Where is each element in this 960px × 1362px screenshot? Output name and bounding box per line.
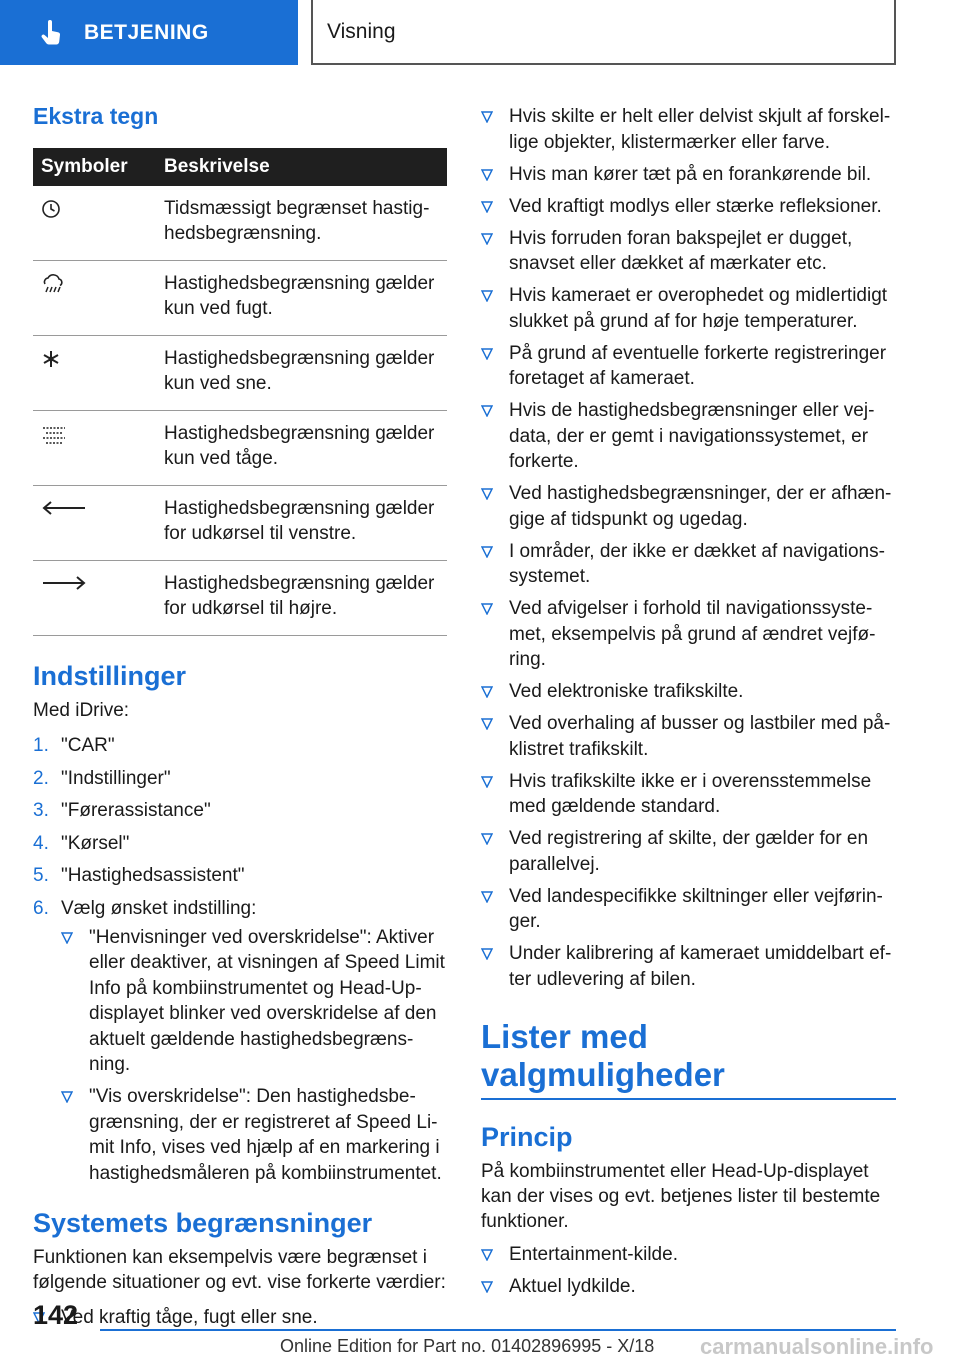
list-item: [33, 798, 447, 823]
list-item: [33, 733, 447, 758]
step-number: 2.: [33, 767, 49, 789]
list-item: [481, 1242, 896, 1268]
step-number: 1.: [33, 735, 49, 756]
limit-item-text: Hvis kameraet er overophedet og midlertidigt slukket på grund af for høje temperaturer.: [509, 285, 888, 332]
section-tab: [0, 0, 298, 65]
triangle-bullet-icon: [61, 932, 73, 944]
table-row: [33, 411, 447, 486]
triangle-bullet-icon: [481, 603, 493, 615]
list-item: [481, 596, 896, 673]
triangle-bullet-icon: [481, 201, 493, 213]
list-item: [481, 826, 896, 877]
list-item: [33, 863, 447, 888]
list-item: [481, 481, 896, 532]
list-item: [33, 831, 447, 856]
triangle-bullet-icon: [481, 833, 493, 845]
lists-item-text: Aktuel lydkilde.: [509, 1276, 636, 1297]
list-item: [481, 162, 896, 188]
limit-item-text: Hvis trafikskilte ikke er i overensstemmelse med gældende standard.: [509, 770, 872, 817]
triangle-bullet-icon: [481, 405, 493, 417]
list-item: [481, 226, 896, 277]
settings-sub-list: [61, 925, 447, 1187]
principle-title: Princip: [481, 1122, 573, 1152]
watermark: carmanualsonline.info: [700, 1334, 934, 1359]
snowflake-icon: [41, 349, 61, 369]
right-column: [481, 104, 896, 1306]
triangle-bullet-icon: [61, 1091, 73, 1103]
table-header-description: Beskrivelse: [156, 148, 447, 186]
list-item: [481, 341, 896, 392]
limits-left-list: [33, 1305, 447, 1331]
triangle-bullet-icon: [481, 111, 493, 123]
list-item: [61, 1084, 447, 1186]
arrow-right-icon: [41, 574, 87, 592]
table-row: [33, 336, 447, 411]
limit-item-text: Ved overhaling af busser og lastbiler med på-klistret trafikskilt.: [509, 713, 891, 760]
list-item: [33, 896, 447, 921]
limit-item-text: I områder, der ikke er dækket af navigations-systemet.: [509, 540, 885, 587]
table-row: [33, 561, 447, 636]
list-item: [481, 283, 896, 334]
limit-item-text: Ved elektroniske trafikskilte.: [509, 681, 744, 702]
limit-item-text: Ved hastighedsbegrænsninger, der er afhæn-gige af tidspunkt og ugedag.: [509, 483, 892, 530]
limit-item-text: Hvis forruden foran bakspejlet er dugget, snavset eller dækket af mærkater etc.: [509, 227, 853, 274]
list-item: [481, 941, 896, 992]
limit-item-text: Ved landespecifikke skiltninger eller vejførin-ger.: [509, 885, 883, 932]
lists-items: [481, 1242, 896, 1300]
symbols-table: [33, 148, 447, 636]
footer-rule: [100, 1329, 896, 1331]
table-cell-text: Tidsmæssigt begrænset hastig-hedsbegrænsning.: [156, 186, 447, 261]
rain-cloud-icon: [41, 274, 65, 296]
table-cell-text: Hastighedsbegrænsning gælder kun ved sne.: [156, 336, 447, 411]
settings-intro: Med iDrive:: [33, 700, 130, 721]
step-number: 6.: [33, 897, 49, 919]
step-text: "Kørsel": [61, 832, 130, 854]
step-text: "Førerassistance": [61, 800, 211, 821]
table-header-symbols: Symboler: [33, 148, 156, 186]
limit-item-text: Under kalibrering af kameraet umiddelbart ef-ter udlevering af bilen.: [509, 943, 892, 990]
triangle-bullet-icon: [481, 1249, 493, 1261]
limits-right-list: [481, 104, 896, 992]
list-item: [481, 1274, 896, 1300]
step-text: "Indstillinger": [61, 767, 171, 789]
limit-item-text: Hvis skilte er helt eller delvist skjult af forskel-lige objekter, klistermærker eller farve.: [509, 106, 891, 153]
arrow-left-icon: [41, 499, 87, 517]
triangle-bullet-icon: [481, 948, 493, 960]
list-item: [61, 925, 447, 1078]
extra-title: Ekstra tegn: [33, 103, 159, 129]
limit-item-text: På grund af eventuelle forkerte registreringer foretaget af kameraet.: [509, 342, 887, 389]
limit-item-text: Ved registrering af skilte, der gælder for en parallelvej.: [509, 828, 869, 875]
settings-title: Indstillinger: [33, 661, 187, 691]
step-text: Vælg ønsket indstilling:: [61, 897, 257, 919]
table-row: [33, 186, 447, 261]
list-item: [481, 539, 896, 590]
list-item: [481, 711, 896, 762]
list-item: [481, 398, 896, 475]
table-cell-text: Hastighedsbegrænsning gælder for udkørsel til højre.: [156, 561, 447, 636]
lists-item-text: Entertainment-kilde.: [509, 1244, 678, 1265]
edition-text: Online Edition for Part no. 01402896995 - X/18: [280, 1336, 655, 1356]
page-number: 142: [33, 1300, 79, 1330]
list-item: [481, 679, 896, 705]
list-item: [481, 884, 896, 935]
table-row: [33, 261, 447, 336]
left-column: [33, 95, 447, 1337]
title-rule: [481, 1098, 896, 1100]
clock-icon: [41, 199, 61, 219]
triangle-bullet-icon: [481, 891, 493, 903]
table-cell-text: Hastighedsbegrænsning gælder kun ved fugt.: [156, 261, 447, 336]
triangle-bullet-icon: [481, 1281, 493, 1293]
triangle-bullet-icon: [481, 718, 493, 730]
fog-icon: [41, 424, 67, 446]
limits-intro: Funktionen kan eksempelvis være begrænset i følgende situationer og evt. vise forkerte værdier:: [33, 1247, 446, 1293]
triangle-bullet-icon: [481, 348, 493, 360]
list-item: [481, 769, 896, 820]
table-cell-text: Hastighedsbegrænsning gælder kun ved tåge.: [156, 411, 447, 486]
triangle-bullet-icon: [481, 776, 493, 788]
table-row: [33, 486, 447, 561]
list-item: [481, 194, 896, 220]
list-item: [33, 1305, 447, 1331]
sub-item-text: "Vis overskridelse": Den hastighedsbe-grænsning, der er registreret af Speed Li-mit Info, vises ved hjælp af en markering i hastighedsmåleren på kombiinstrumentet.: [89, 1086, 442, 1184]
hand-pointer-icon: [38, 19, 66, 47]
triangle-bullet-icon: [481, 686, 493, 698]
principle-text: På kombiinstrumentet eller Head-Up-displayet kan der vises og evt. betjenes lister til bestemte funktioner.: [481, 1161, 881, 1232]
list-item: [33, 766, 447, 791]
triangle-bullet-icon: [481, 233, 493, 245]
limits-title: Systemets begrænsninger: [33, 1208, 373, 1238]
step-number: 5.: [33, 865, 49, 886]
triangle-bullet-icon: [481, 488, 493, 500]
list-item: [481, 104, 896, 155]
triangle-bullet-icon: [481, 169, 493, 181]
settings-steps: [33, 733, 447, 921]
step-number: 3.: [33, 800, 49, 821]
limit-item-text: Ved afvigelser i forhold til navigationssyste-met, eksempelvis på grund af ændret vejfø-ring.: [509, 598, 876, 670]
sub-item-text: "Henvisninger ved overskridelse": Aktiver eller deaktiver, at visningen af Speed Limit Info på kombiinstrumentet og Head-Up-displayet blinker ved overskridelse af den aktuelt gældende hastighedsbegræns-ning.: [89, 926, 445, 1075]
step-number: 4.: [33, 832, 49, 854]
triangle-bullet-icon: [481, 290, 493, 302]
limit-item-text: Ved kraftigt modlys eller stærke refleksioner.: [509, 195, 882, 217]
triangle-bullet-icon: [481, 546, 493, 558]
limit-item-text: Ved kraftig tåge, fugt eller sne.: [61, 1307, 318, 1328]
subsection-box: [311, 0, 896, 65]
limit-item-text: Hvis man kører tæt på en forankørende bil.: [509, 163, 872, 185]
step-text: "CAR": [61, 735, 115, 756]
table-cell-text: Hastighedsbegrænsning gælder for udkørsel til venstre.: [156, 486, 447, 561]
subsection-label: Visning: [327, 19, 396, 43]
step-text: "Hastighedsassistent": [61, 865, 245, 886]
lists-title: Lister med valgmuligheder: [481, 1018, 725, 1093]
limit-item-text: Hvis de hastighedsbegrænsninger eller vej-data, der er gemt i navigationssystemet, er forkerte.: [509, 400, 875, 472]
section-label: BETJENING: [84, 20, 209, 44]
